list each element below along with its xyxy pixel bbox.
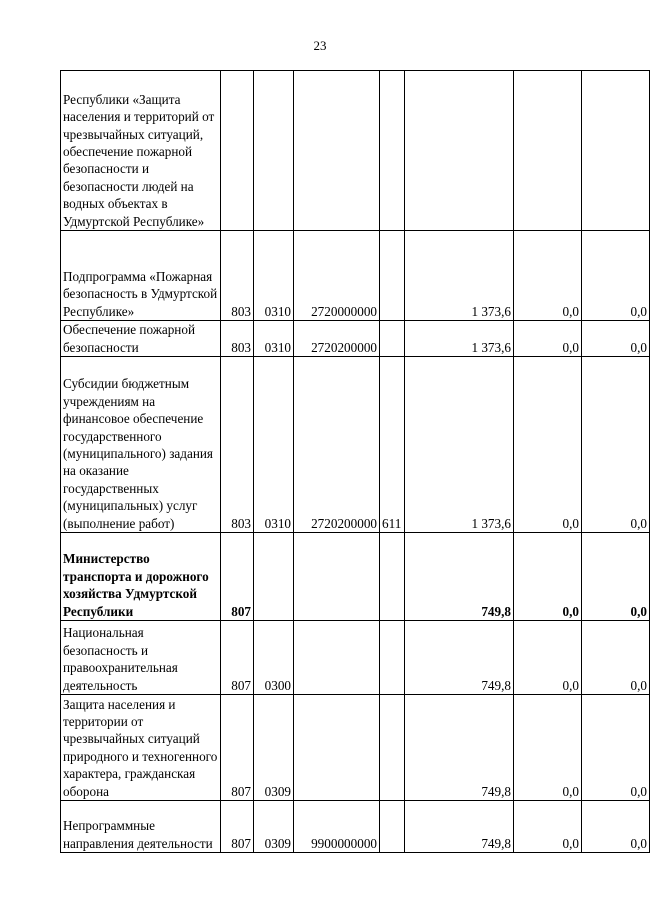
code-ved: 807 <box>221 621 254 695</box>
amount-year-3: 0,0 <box>582 357 650 533</box>
code-vr <box>380 621 405 695</box>
amount-year-1: 749,8 <box>405 533 514 621</box>
amount-year-3: 0,0 <box>582 695 650 801</box>
code-vr <box>380 231 405 321</box>
code-ved: 807 <box>221 801 254 853</box>
code-vr <box>380 801 405 853</box>
amount-year-1 <box>405 71 514 231</box>
row-name: Обеспечение пожарной безопасности <box>61 321 221 357</box>
amount-year-3 <box>582 71 650 231</box>
code-ved: 803 <box>221 321 254 357</box>
row-name: Субсидии бюджетным учреждениям на финансовое обеспечение государственного (муниципального) задания на оказание государственных (муниципальных) услуг (выполнение работ) <box>61 357 221 533</box>
code-ved: 803 <box>221 231 254 321</box>
table-row <box>61 321 650 357</box>
table-row <box>61 71 650 231</box>
amount-year-1: 1 373,6 <box>405 321 514 357</box>
table-row <box>61 621 650 695</box>
row-name: Подпрограмма «Пожарная безопасность в Удмуртской Республике» <box>61 231 221 321</box>
code-csr: 9900000000 <box>294 801 380 853</box>
code-rz <box>254 533 294 621</box>
code-rz: 0310 <box>254 321 294 357</box>
code-csr: 2720200000 <box>294 321 380 357</box>
code-ved: 807 <box>221 695 254 801</box>
row-name: Непрограммные направления деятельности <box>61 801 221 853</box>
amount-year-3: 0,0 <box>582 231 650 321</box>
amount-year-1: 749,8 <box>405 695 514 801</box>
amount-year-2: 0,0 <box>514 321 582 357</box>
amount-year-2: 0,0 <box>514 695 582 801</box>
amount-year-2: 0,0 <box>514 231 582 321</box>
code-vr <box>380 695 405 801</box>
code-csr <box>294 533 380 621</box>
row-name: Республики «Защита населения и территорий от чрезвычайных ситуаций, обеспечение пожарной безопасности и безопасности людей на водных объектах в Удмуртской Республике» <box>61 71 221 231</box>
amount-year-3: 0,0 <box>582 621 650 695</box>
code-rz: 0300 <box>254 621 294 695</box>
code-vr <box>380 321 405 357</box>
code-vr: 611 <box>380 357 405 533</box>
amount-year-1: 1 373,6 <box>405 231 514 321</box>
code-rz: 0309 <box>254 695 294 801</box>
amount-year-1: 749,8 <box>405 801 514 853</box>
amount-year-1: 749,8 <box>405 621 514 695</box>
amount-year-2: 0,0 <box>514 621 582 695</box>
row-name: Национальная безопасность и правоохранительная деятельность <box>61 621 221 695</box>
code-rz: 0309 <box>254 801 294 853</box>
table-row <box>61 357 650 533</box>
code-csr <box>294 621 380 695</box>
page-number: 23 <box>313 38 327 53</box>
row-name: Защита населения и территории от чрезвычайных ситуаций природного и техногенного характера, гражданская оборона <box>61 695 221 801</box>
table-row <box>61 801 650 853</box>
code-csr: 2720200000 <box>294 357 380 533</box>
table-row <box>61 695 650 801</box>
code-csr: 2720000000 <box>294 231 380 321</box>
amount-year-2: 0,0 <box>514 801 582 853</box>
amount-year-2: 0,0 <box>514 533 582 621</box>
code-vr <box>380 533 405 621</box>
code-rz: 0310 <box>254 357 294 533</box>
code-vr <box>380 71 405 231</box>
code-ved <box>221 71 254 231</box>
amount-year-2 <box>514 71 582 231</box>
table-row <box>61 231 650 321</box>
code-rz: 0310 <box>254 231 294 321</box>
code-csr <box>294 71 380 231</box>
amount-year-3: 0,0 <box>582 801 650 853</box>
amount-year-3: 0,0 <box>582 321 650 357</box>
code-rz <box>254 71 294 231</box>
amount-year-2: 0,0 <box>514 357 582 533</box>
budget-table <box>60 70 650 853</box>
code-ved: 803 <box>221 357 254 533</box>
amount-year-3: 0,0 <box>582 533 650 621</box>
table-row <box>61 533 650 621</box>
code-csr <box>294 695 380 801</box>
amount-year-1: 1 373,6 <box>405 357 514 533</box>
code-ved: 807 <box>221 533 254 621</box>
row-name: Министерство транспорта и дорожного хозяйства Удмуртской Республики <box>61 533 221 621</box>
